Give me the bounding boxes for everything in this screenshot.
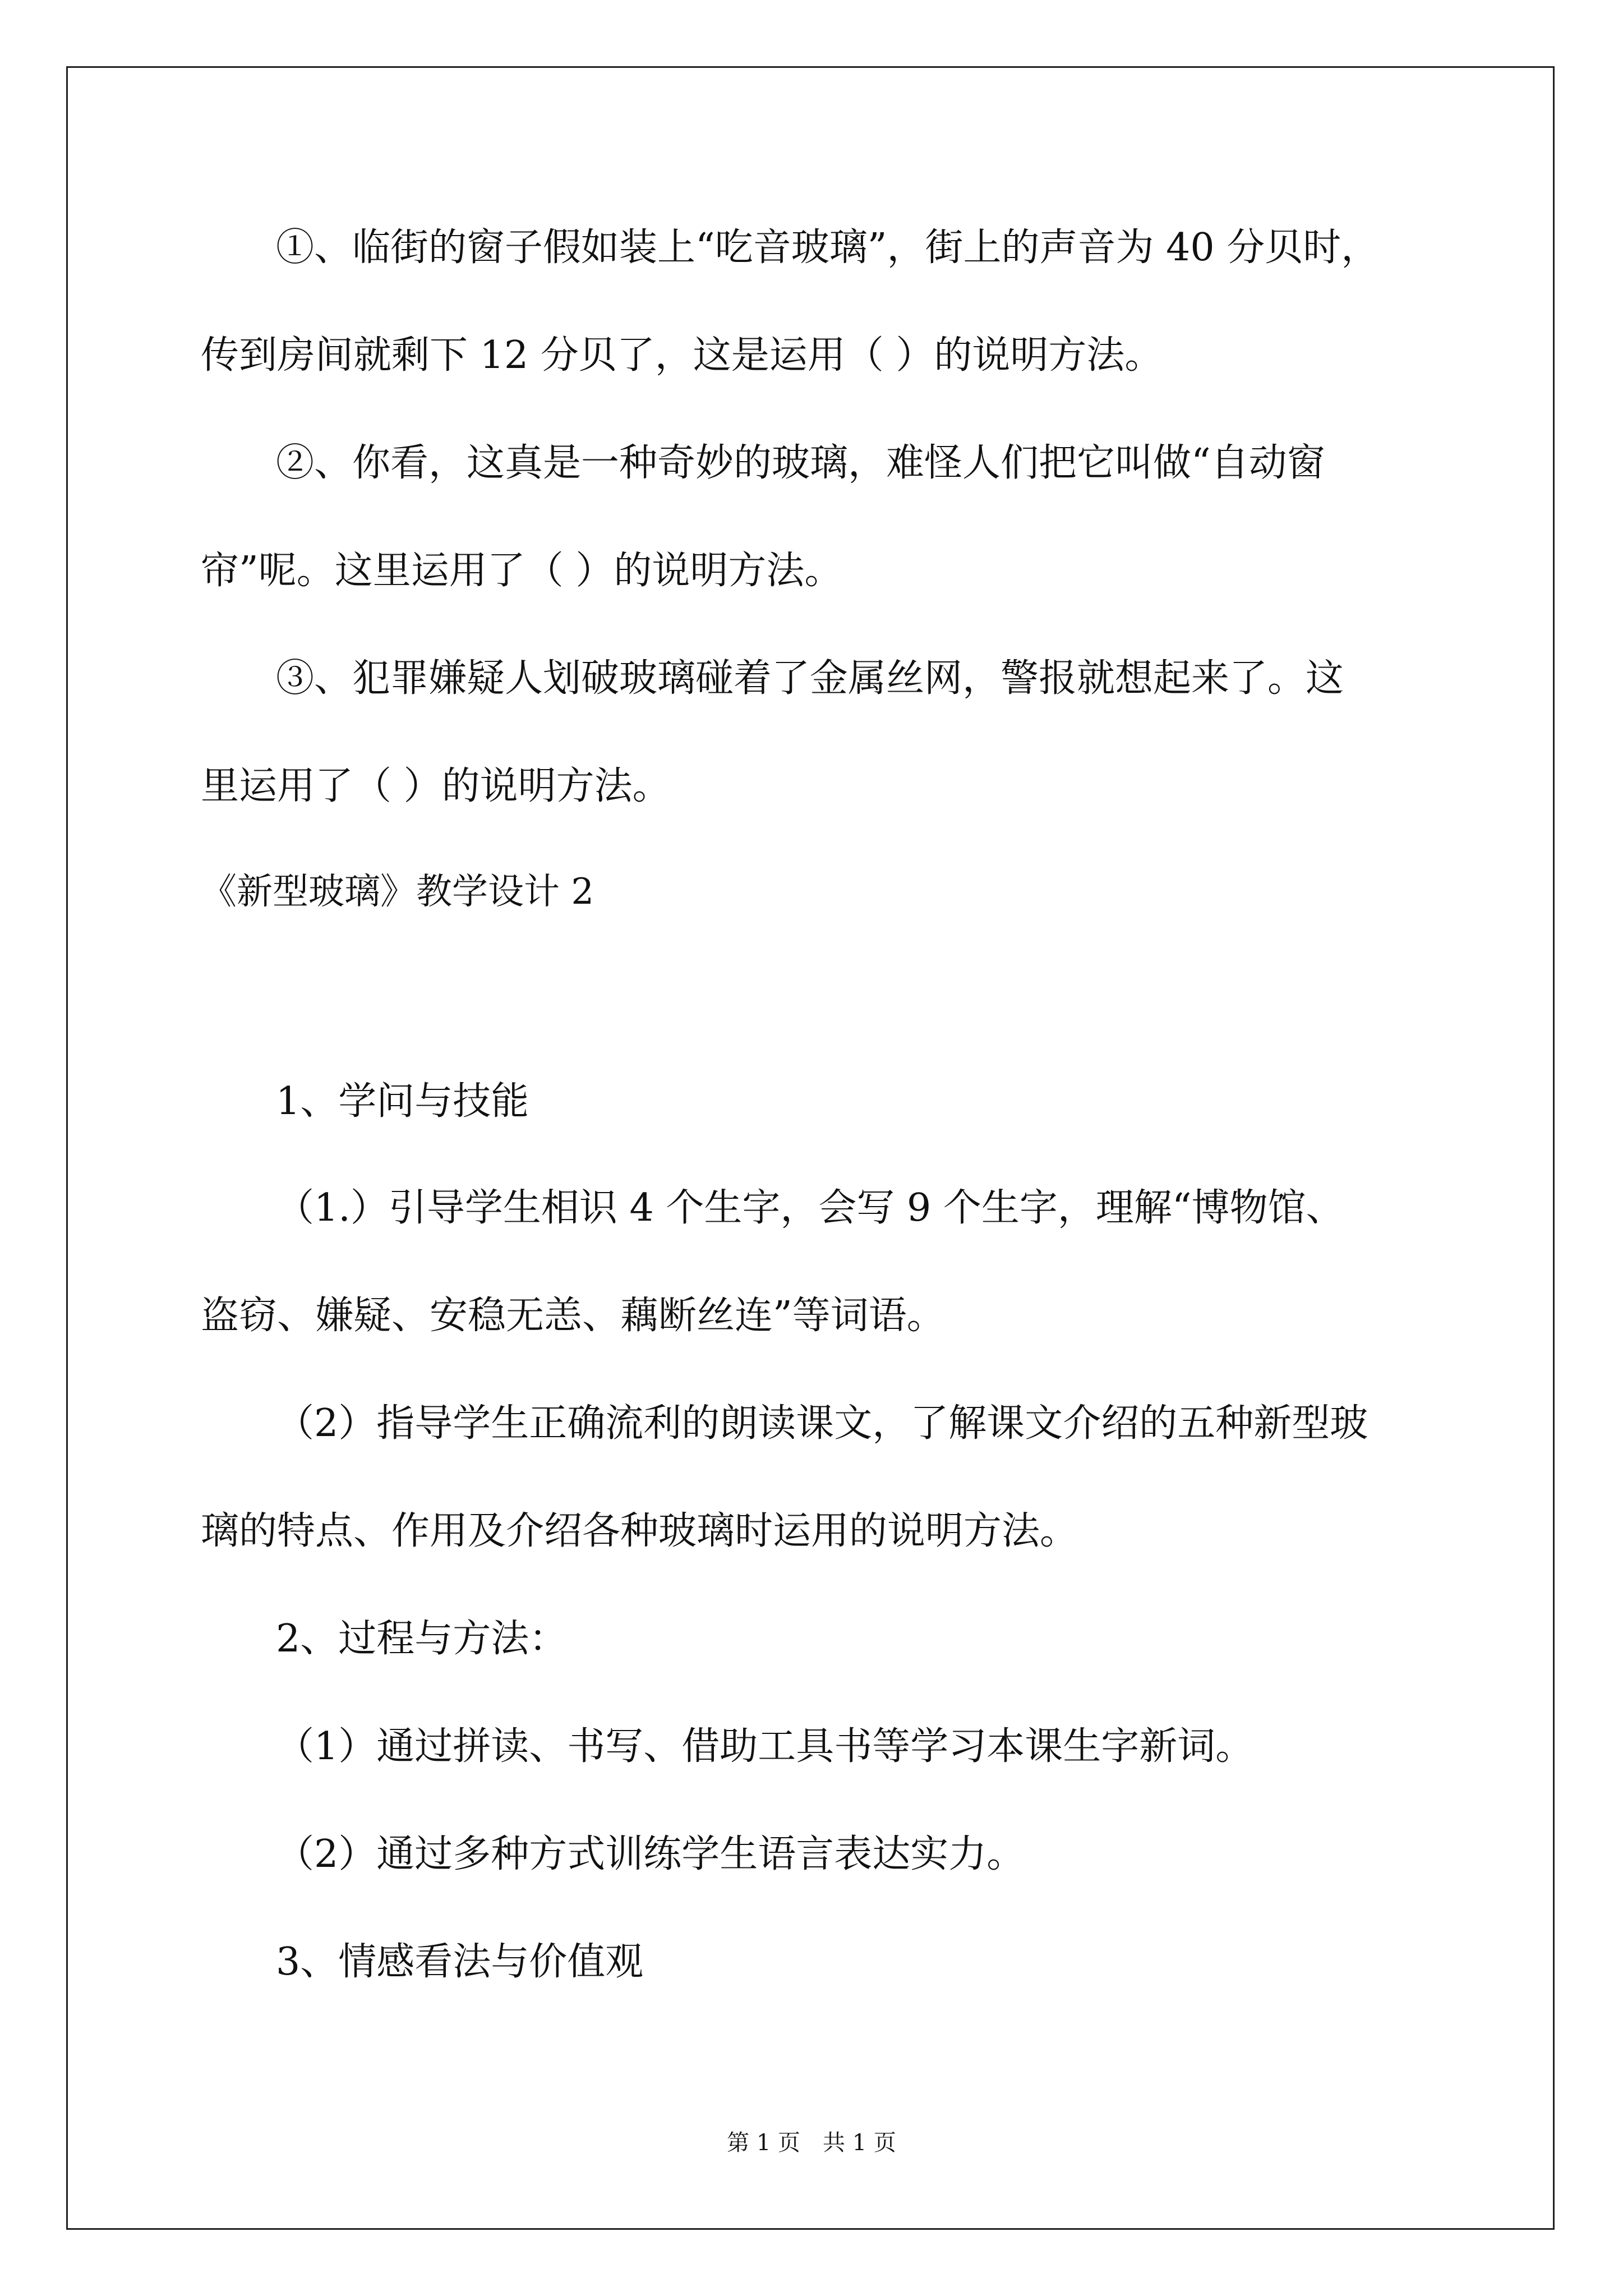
paragraph-line: 3、情感看法与价值观 bbox=[276, 1940, 644, 1984]
paragraph-line: 璃的特点、作用及介绍各种玻璃时运用的说明方法。 bbox=[201, 1509, 1078, 1553]
paragraph-line: 2、过程与方法： bbox=[276, 1617, 568, 1661]
paragraph-line: 1、学问与技能 bbox=[276, 1079, 529, 1124]
section-heading: 《新型玻璃》教学设计 2 bbox=[201, 871, 594, 913]
paragraph-line: （2）指导学生正确流利的朗读课文，了解课文介绍的五种新型玻 bbox=[276, 1401, 1368, 1446]
paragraph-line: 帘”呢。这里运用了（ ）的说明方法。 bbox=[201, 549, 843, 593]
page-frame bbox=[66, 66, 1555, 2230]
paragraph-line: ①、临街的窗子假如装上“吃音玻璃”，街上的声音为 40 分贝时， bbox=[276, 226, 1380, 270]
paragraph-line: ②、你看，这真是一种奇妙的玻璃，难怪人们把它叫做“自动窗 bbox=[276, 441, 1325, 485]
paragraph-line: ③、犯罪嫌疑人划破玻璃碰着了金属丝网，警报就想起来了。这 bbox=[276, 656, 1344, 701]
paragraph-line: （1）通过拼读、书写、借助工具书等学习本课生字新词。 bbox=[276, 1724, 1254, 1769]
page-footer: 第 1 页 共 1 页 bbox=[727, 2130, 896, 2156]
paragraph-line: 里运用了（ ）的说明方法。 bbox=[201, 764, 671, 808]
paragraph-line: （2）通过多种方式训练学生语言表达实力。 bbox=[276, 1832, 1025, 1876]
paragraph-line: 传到房间就剩下 12 分贝了，这是运用（ ）的说明方法。 bbox=[201, 333, 1163, 378]
paragraph-line: （1.）引导学生相识 4 个生字，会写 9 个生字，理解“博物馆、 bbox=[276, 1186, 1344, 1230]
paragraph-line: 盗窃、嫌疑、安稳无恙、藕断丝连”等词语。 bbox=[201, 1294, 945, 1338]
